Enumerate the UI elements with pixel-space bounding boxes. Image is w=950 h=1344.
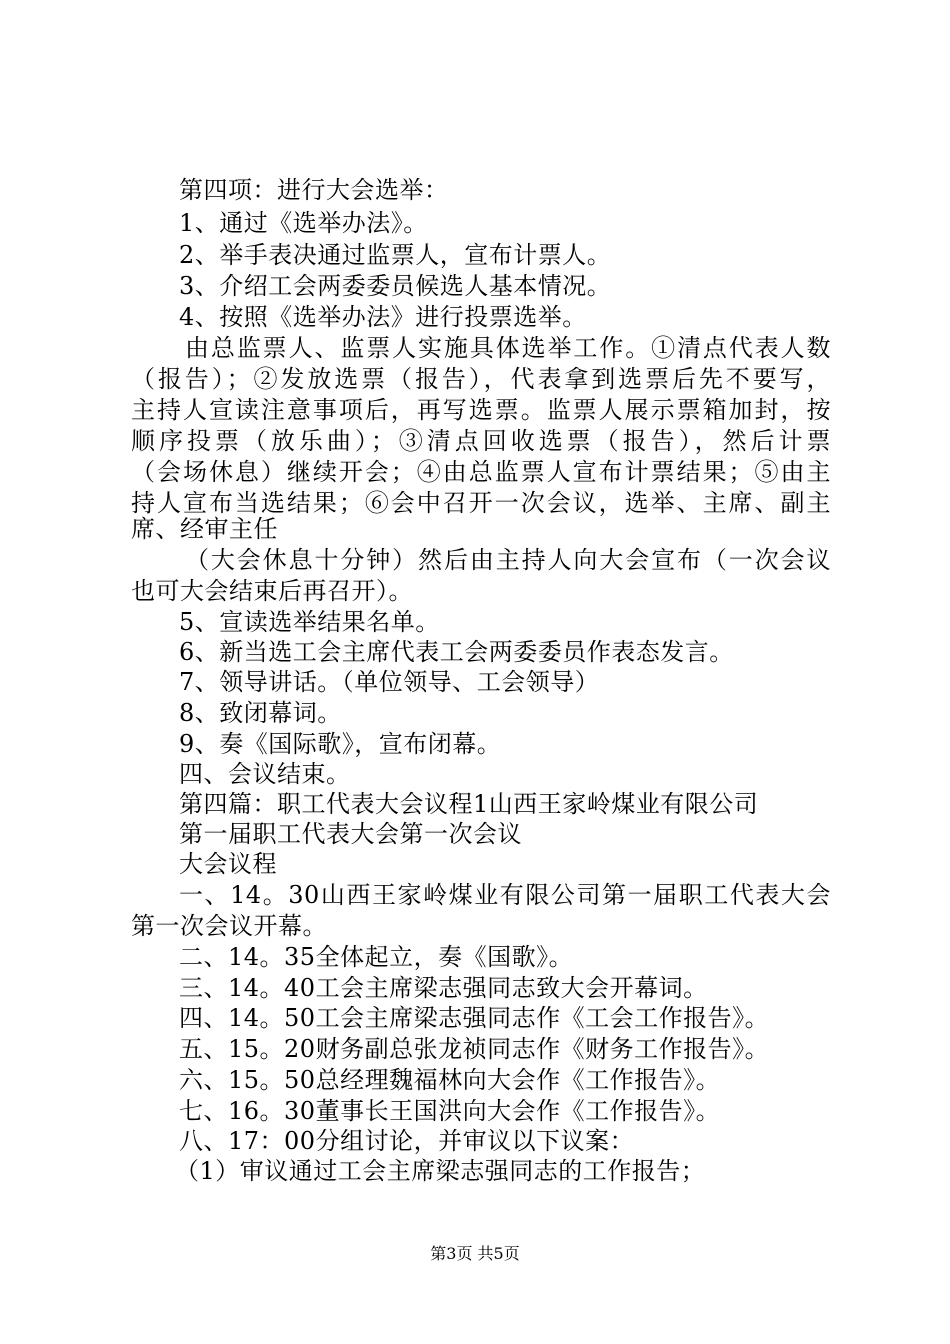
text-line: 七、16。30董事长王国洪向大会作《工作报告》。 [179,1097,721,1125]
text-line: 由总监票人、监票人实施具体选举工作。①清点代表人数 [185,334,831,362]
text-line: 五、15。20财务副总张龙祯同志作《财务工作报告》。 [179,1035,770,1063]
text-line: 第一次会议开幕。 [131,912,327,940]
text-line: 8、致闭幕词。 [179,699,342,727]
text-line: 六、15。50总经理魏福林向大会作《工作报告》。 [179,1066,721,1094]
text-line: 2、举手表决通过监票人，宣布计票人。 [179,241,612,269]
text-line: （大会休息十分钟）然后由主持人向大会宣布（一次会议 [185,546,831,574]
page-footer: 第3页 共5页 [430,1244,520,1263]
text-line: 三、14。40工会主席梁志强同志致大会开幕词。 [179,974,708,1002]
text-line: 一、14。30山西王家岭煤业有限公司第一届职工代表大会 [179,881,831,909]
text-line: 大会议程 [179,850,277,878]
text-line: （会场休息）继续开会；④由总监票人宣布计票结果；⑤由主 [131,458,831,486]
text-line: 八、17：00分组讨论，并审议以下议案： [179,1127,635,1155]
text-line: 第四篇：职工代表大会议程1山西王家岭煤业有限公司 [179,790,759,818]
text-line: 主持人宣读注意事项后，再写选票。监票人展示票箱加封，按 [131,396,831,424]
text-line: 持人宣布当选结果；⑥会中召开一次会议，选举、主席、副主 [131,489,831,517]
text-line: 四、14。50工会主席梁志强同志作《工会工作报告》。 [179,1004,770,1032]
text-line: 也可大会结束后再召开）。 [131,577,413,605]
text-line: 席、经审主任 [131,515,278,543]
text-line: 9、奏《国际歌》，宣布闭幕。 [179,730,502,758]
text-line: 3、介绍工会两委委员候选人基本情况。 [179,272,612,300]
text-line: 第一届职工代表大会第一次会议 [179,820,522,848]
text-line: 四、会议结束。 [179,760,351,788]
text-line: 顺序投票（放乐曲）；③清点回收选票（报告），然后计票 [131,427,831,455]
text-line: 4、按照《选举办法》进行投票选举。 [179,303,587,331]
text-line: 1、通过《选举办法》。 [179,209,428,237]
text-line: （1）审议通过工会主席梁志强同志的工作报告； [175,1157,706,1185]
text-line: （报告）；②发放选票（报告），代表拿到选票后先不要写， [131,365,831,393]
text-line: 二、14。35全体起立，奏《国歌》。 [179,943,574,971]
text-line: 7、领导讲话。（单位领导、工会领导） [179,668,600,696]
text-line: 5、宣读选举结果名单。 [179,608,440,636]
text-line: 第四项：进行大会选举： [179,176,449,204]
text-line: 6、新当选工会主席代表工会两委委员作表态发言。 [179,638,734,666]
